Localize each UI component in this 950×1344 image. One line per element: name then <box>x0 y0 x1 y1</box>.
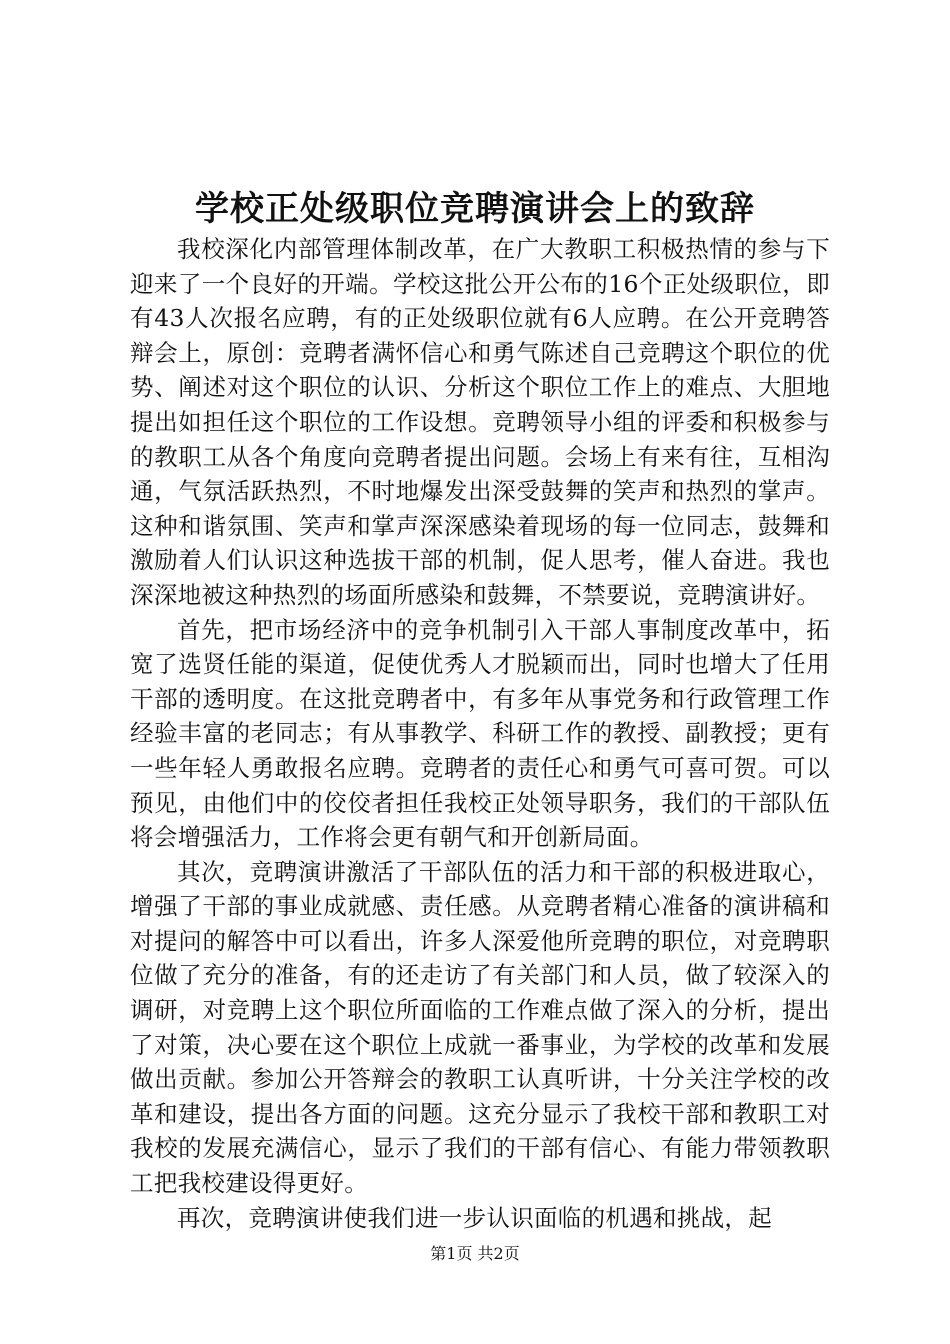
paragraph: 其次，竞聘演讲激活了干部队伍的活力和干部的积极进取心，增强了干部的事业成就感、责任感。从竞聘者精心准备的演讲稿和对提问的解答中可以看出，许多人深爱他所竞聘的职位，对竞聘职位做了充分的准备，有的还走访了有关部门和人员，做了较深入的调研，对竞聘上这个职位所面临的工作难点做了深入的分析，提出了对策，决心要在这个职位上成就一番事业，为学校的改革和发展做出贡献。参加公开答辩会的教职工认真听讲，十分关注学校的改革和建设，提出各方面的问题。这充分显示了我校干部和教职工对我校的发展充满信心，显示了我们的干部有信心、有能力带领教职工把我校建设得更好。 <box>130 857 830 1198</box>
page-footer: 第1页 共2页 <box>430 1244 520 1263</box>
paragraph: 首先，把市场经济中的竞争机制引入干部人事制度改革中，拓宽了选贤任能的渠道，促使优秀人才脱颖而出，同时也增大了任用干部的透明度。在这批竞聘者中，有多年从事党务和行政管理工作经验丰富的老同志；有从事教学、科研工作的教授、副教授；更有一些年轻人勇敢报名应聘。竞聘者的责任心和勇气可喜可贺。可以预见，由他们中的佼佼者担任我校正处领导职务，我们的干部队伍将会增强活力，工作将会更有朝气和开创新局面。 <box>130 615 830 852</box>
paragraph: 我校深化内部管理体制改革，在广大教职工积极热情的参与下迎来了一个良好的开端。学校这批公开公布的16个正处级职位，即有43人次报名应聘，有的正处级职位就有6人应聘。在公开竞聘答辩会上，原创：竞聘者满怀信心和勇气陈述自己竞聘这个职位的优势、阐述对这个职位的认识、分析这个职位工作上的难点、大胆地提出如担任这个职位的工作设想。竞聘领导小组的评委和积极参与的教职工从各个角度向竞聘者提出问题。会场上有来有往，互相沟通，气氛活跃热烈，不时地爆发出深受鼓舞的笑声和热烈的掌声。这种和谐氛围、笑声和掌声深深感染着现场的每一位同志，鼓舞和激励着人们认识这种选拔干部的机制，促人思考，催人奋进。我也深深地被这种热烈的场面所感染和鼓舞，不禁要说，竞聘演讲好。 <box>130 235 830 609</box>
body-text <box>130 232 830 1235</box>
page-title: 学校正处级职位竞聘演讲会上的致辞 <box>195 189 755 229</box>
paragraph: 再次，竞聘演讲使我们进一步认识面临的机遇和挑战，起 <box>177 1203 772 1232</box>
